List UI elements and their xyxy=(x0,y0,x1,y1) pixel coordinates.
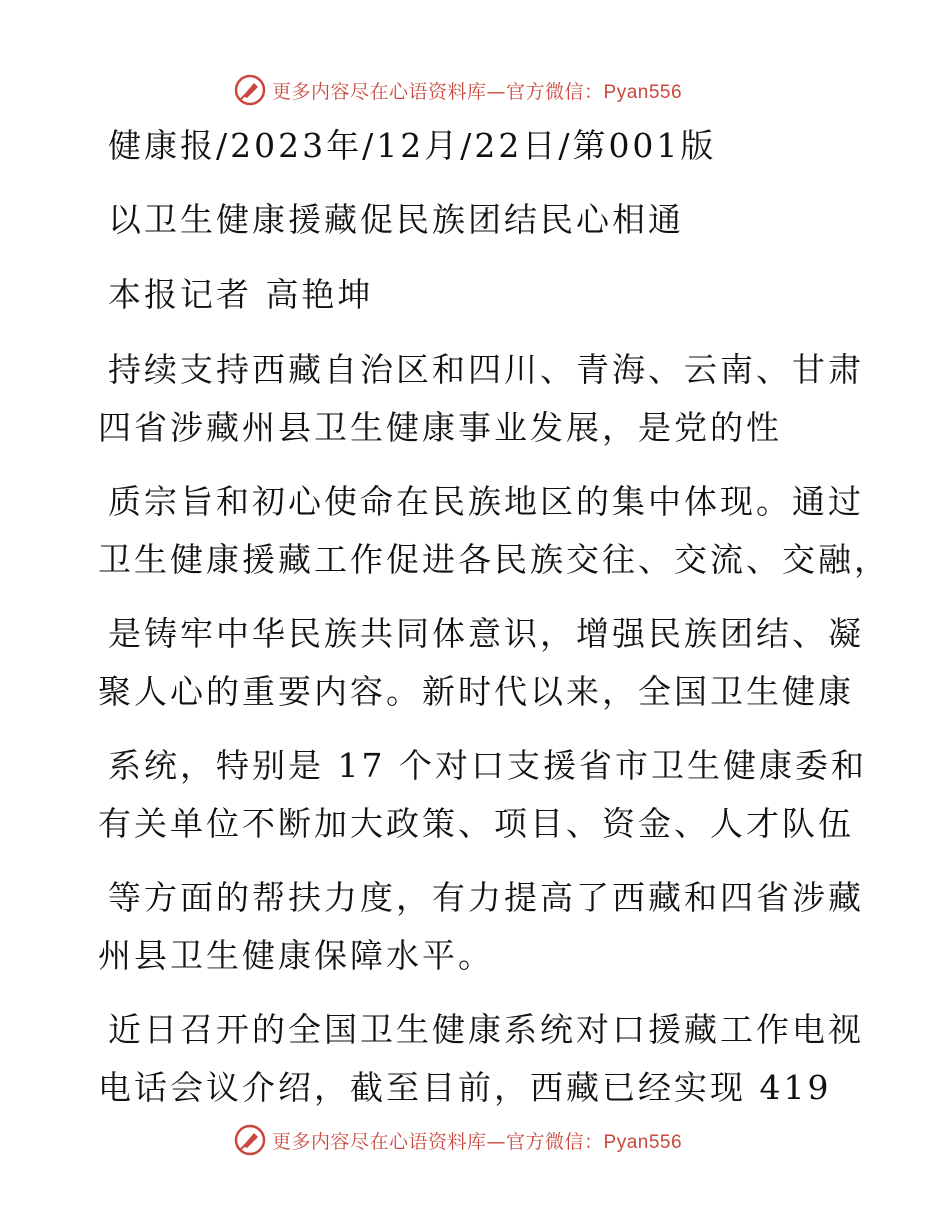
dateline: 健康报/2023年/12月/22日/第001版 xyxy=(108,126,717,165)
body-line: 卫生健康援藏工作促进各民族交往、交流、交融， xyxy=(98,540,890,579)
body-line: 州县卫生健康保障水平。 xyxy=(98,936,494,975)
body-line: 有关单位不断加大政策、项目、资金、人才队伍 xyxy=(98,804,854,843)
banner-text: 更多内容尽在心语资料库—官方微信：Pyan556 xyxy=(272,1130,683,1153)
body-line: 聚人心的重要内容。新时代以来，全国卫生健康 xyxy=(98,672,854,711)
body-line: 系统，特别是 17 个对口支援省市卫生健康委和 xyxy=(108,746,867,785)
pen-nib-logo-icon xyxy=(234,1124,266,1156)
top-banner xyxy=(234,72,682,108)
body-line: 等方面的帮扶力度，有力提高了西藏和四省涉藏 xyxy=(108,878,864,917)
pen-nib-logo-icon xyxy=(234,74,266,106)
bottom-banner xyxy=(234,1122,682,1158)
body-line: 质宗旨和初心使命在民族地区的集中体现。通过 xyxy=(108,482,864,521)
body-line: 持续支持西藏自治区和四川、青海、云南、甘肃 xyxy=(108,350,864,389)
headline: 以卫生健康援藏促民族团结民心相通 xyxy=(108,200,684,239)
banner-text: 更多内容尽在心语资料库—官方微信：Pyan556 xyxy=(272,80,683,103)
byline: 本报记者 高艳坤 xyxy=(108,275,374,314)
body-line: 是铸牢中华民族共同体意识，增强民族团结、凝 xyxy=(108,614,864,653)
body-line: 电话会议介绍，截至目前，西藏已经实现 419 xyxy=(98,1068,832,1107)
body-line: 四省涉藏州县卫生健康事业发展，是党的性 xyxy=(98,408,782,447)
body-line: 近日召开的全国卫生健康系统对口援藏工作电视 xyxy=(108,1010,864,1049)
